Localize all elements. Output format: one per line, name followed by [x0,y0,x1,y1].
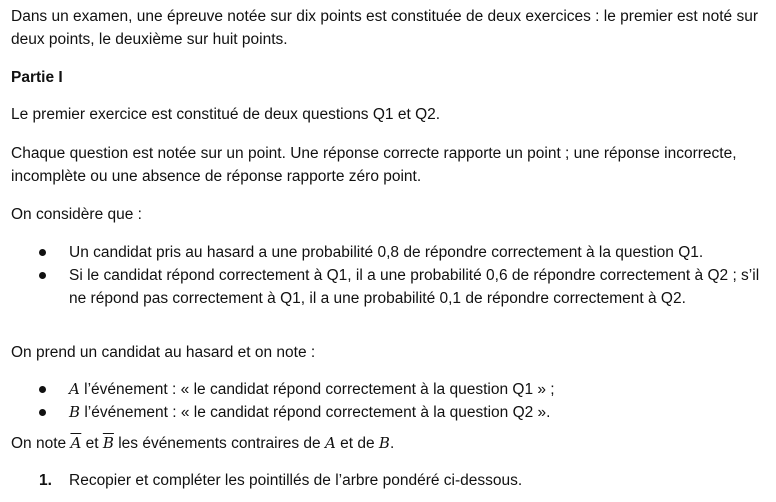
complement-end: . [389,435,395,452]
events-list [11,378,771,424]
complement-prefix: On note [11,435,71,452]
list-item [11,264,771,310]
event-symbol: A [69,380,80,398]
questions-list [11,469,771,492]
bullet-icon [39,386,46,393]
b-bar-symbol: $\overline{B}$ [102,434,114,452]
complement-and: et de [335,435,379,452]
event-text: l’événement : « le candidat répond correctement à la question Q2 ». [80,404,551,421]
hypothesis-text: Un candidat pris au hasard a une probabilité 0,8 de répondre correctement à la question Q1. [69,244,704,261]
b-symbol: B [378,434,390,452]
part-title: Partie I [11,69,63,86]
complement-mid: et [81,435,103,452]
complement-paragraph [11,432,394,455]
event-text: l’événement : « le candidat répond correctement à la question Q1 » ; [79,381,555,398]
bullet-icon [39,272,46,279]
question-text: Recopier et compléter les pointillés de l’arbre pondéré ci-dessous. [69,472,523,489]
list-item [11,241,771,264]
a-symbol: A [324,434,336,452]
question-item [11,469,771,492]
bullet-icon [39,249,46,256]
consider-paragraph: On considère que : [11,206,142,223]
bullet-icon [39,409,46,416]
hypotheses-list [11,241,771,310]
question-number: 1. [39,472,52,489]
a-bar-symbol: $\overline{A}$ [70,434,82,452]
complement-middle: les événements contraires de [113,435,325,452]
event-symbol: B [69,403,81,421]
scoring-paragraph: Chaque question est notée sur un point. Une réponse correcte rapporte un point ; une réponse incorrecte, incomplète ou une absence de réponse rapporte zéro point. [11,145,737,185]
intro-paragraph: Dans un examen, une épreuve notée sur dix points est constituée de deux exercices : le premier est noté sur deux points, le deuxième sur huit points. [11,8,759,48]
hypothesis-text: Si le candidat répond correctement à Q1, il a une probabilité 0,6 de répondre correctement à Q2 ; s’il ne répond pas correctement à Q1, il a une probabilité 0,1 de répondre correctement à Q2. [69,267,760,307]
first-exercise-paragraph: Le premier exercice est constitué de deux questions Q1 et Q2. [11,106,441,123]
list-item [11,378,771,401]
list-item [11,401,771,424]
take-paragraph: On prend un candidat au hasard et on note : [11,344,316,361]
